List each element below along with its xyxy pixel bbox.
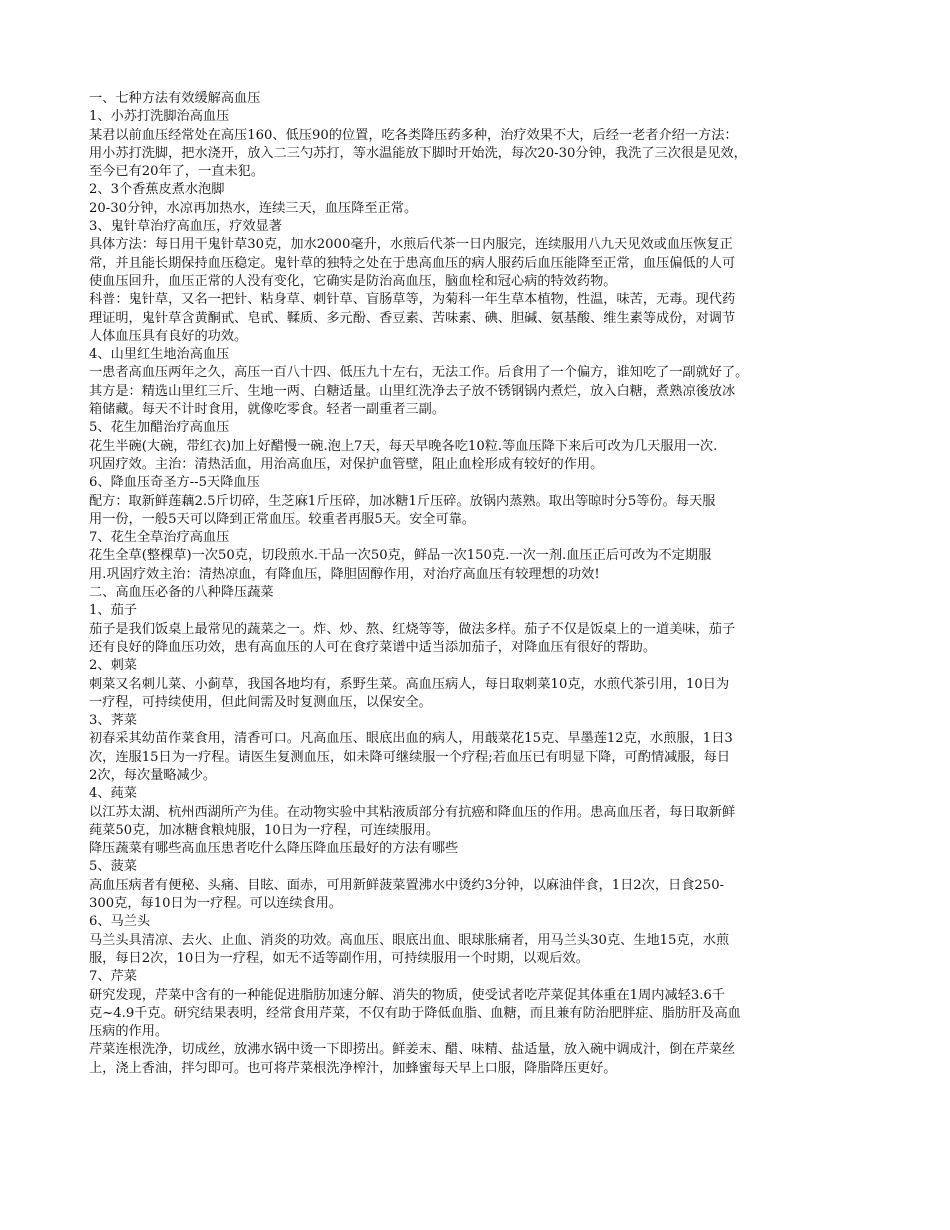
text-line: 克~4.9千克。研究结果表明，经常食用芹菜，不仅有助于降低血脂、血糖，而且兼有防治肥胖症、脂肪肝及高血 xyxy=(89,1005,741,1021)
text-line: 其方是：精选山里红三斤、生地一两、白糖适量。山里红洗净去子放不锈钢锅内煮烂，放入白糖，煮熟凉後放冰 xyxy=(89,383,736,399)
text-line: 2、刺菜 xyxy=(89,658,137,674)
text-line: 6、降血压奇圣方--5天降血压 xyxy=(89,475,260,491)
text-line: 某君以前血压经常处在高压160、低压90的位置，吃各类降压药多种，治疗效果不大，后经一老者介绍一方法： xyxy=(89,127,738,143)
text-line: 马兰头具清凉、去火、止血、消炎的功效。高血压、眼底出血、眼球胀痛者，用马兰头30克、生地15克，水煎 xyxy=(89,932,730,948)
text-line: 次，连服15日为一疗程。请医生复测血压，如未降可继续服一个疗程;若血压已有明显下降，可酌情减服，每日 xyxy=(89,749,731,765)
text-line: 2、3个香蕉皮煮水泡脚 xyxy=(89,182,225,198)
text-line: 5、花生加醋治疗高血压 xyxy=(89,420,230,436)
text-line: 7、芹菜 xyxy=(89,969,137,985)
text-line: 3、鬼针草治疗高血压，疗效显著 xyxy=(89,219,283,235)
text-line: 芹菜连根洗净，切成丝，放沸水锅中烫一下即捞出。鲜姜末、醋、味精、盐适量，放入碗中调成汁，倒在芹菜丝 xyxy=(89,1042,736,1058)
text-line: 降压蔬菜有哪些高血压患者吃什么降压降血压最好的方法有哪些 xyxy=(89,841,459,857)
text-line: 至今已有20年了，一直未犯。 xyxy=(89,164,265,180)
text-line: 莼菜50克，加冰糖食粮炖服，10日为一疗程，可连续服用。 xyxy=(89,822,440,838)
text-line: 二、高血压必备的八种降压蔬菜 xyxy=(89,585,274,601)
text-line: 用一份，一般5天可以降到正常血压。较重者再服5天。安全可靠。 xyxy=(89,511,476,527)
text-line: 以江苏太湖、杭州西湖所产为佳。在动物实验中其粘液质部分有抗癌和降血压的作用。患高血压者，每日取新鲜 xyxy=(89,804,736,820)
text-line: 1、小苏打洗脚治高血压 xyxy=(89,109,230,125)
text-line: 巩固疗效。主治：清热活血，用治高血压，对保护血管壁，阻止血栓形成有较好的作用。 xyxy=(89,456,604,472)
text-line: 20-30分钟，水凉再加热水，连续三天，血压降至正常。 xyxy=(89,200,418,216)
text-line: 还有良好的降血压功效，患有高血压的人可在食疗菜谱中适当添加茄子，对降血压有很好的帮助。 xyxy=(89,639,657,655)
text-line: 科普：鬼针草，又名一把针、粘身草、刺针草、盲肠草等，为菊科一年生草本植物，性温，味苦，无毒。现代药 xyxy=(89,292,736,308)
document-body xyxy=(89,90,870,1078)
text-line: 上，浇上香油，拌匀即可。也可将芹菜根洗净榨汁，加蜂蜜每天早上口服，降脂降压更好。 xyxy=(89,1060,617,1076)
text-line: 箱储藏。每天不计时食用，就像吃零食。轻者一副重者三副。 xyxy=(89,402,446,418)
text-line: 2次，每次量略减少。 xyxy=(89,767,217,783)
text-line: 5、菠菜 xyxy=(89,859,137,875)
text-line: 用.巩固疗效主治：清热凉血，有降血压，降胆固醇作用，对治疗高血压有较理想的功效! xyxy=(89,566,600,582)
text-line: 压病的作用。 xyxy=(89,1024,169,1040)
text-line: 高血压病者有便秘、头痛、目眩、面赤，可用新鲜菠菜置沸水中烫约3分钟，以麻油伴食，1日2次，日食250- xyxy=(89,877,725,893)
text-line: 人体血压具有良好的功效。 xyxy=(89,328,248,344)
text-line: 4、山里红生地治高血压 xyxy=(89,347,230,363)
text-line: 初春采其幼苗作菜食用，清香可口。凡高血压、眼底出血的病人，用蕺菜花15克、旱墨莲12克，水煎服，1日3 xyxy=(89,731,733,747)
text-line: 研究发现，芹菜中含有的一种能促进脂肪加速分解、消失的物质，使受试者吃芹菜促其体重在1周内减轻3.6千 xyxy=(89,987,725,1003)
text-line: 一疗程，可持续使用，但此间需及时复测血压，以保安全。 xyxy=(89,694,432,710)
text-line: 3、荠菜 xyxy=(89,713,137,729)
text-line: 300克，每10日为一疗程。可以连续食用。 xyxy=(89,896,342,912)
text-line: 服，每日2次，10日为一疗程，如无不适等副作用，可持续服用一个时期，以观后效。 xyxy=(89,950,589,966)
text-line: 使血压回升，血压正常的人没有变化，它确实是防治高血压，脑血栓和冠心病的特效药物。 xyxy=(89,273,617,289)
text-line: 一患者高血压两年之久，高压一百八十四、低压九十左右，无法工作。后食用了一个偏方，谁知吃了一副就好了。 xyxy=(89,365,749,381)
text-line: 1、茄子 xyxy=(89,603,137,619)
text-line: 7、花生全草治疗高血压 xyxy=(89,530,230,546)
text-line: 茄子是我们饭桌上最常见的蔬菜之一。炸、炒、熬、红烧等等，做法多样。茄子不仅是饭桌上的一道美味，茄子 xyxy=(89,621,736,637)
text-line: 花生全草(整棵草)一次50克，切段煎水.干品一次50克，鲜品一次150克.一次一剂.血压正后可改为不定期服 xyxy=(89,548,712,564)
text-line: 6、马兰头 xyxy=(89,914,151,930)
text-line: 花生半碗(大碗，带红衣)加上好醋慢一碗.泡上7天，每天早晚各吃10粒.等血压降下来后可改为几天服用一次. xyxy=(89,438,718,454)
text-line: 常，并且能长期保持血压稳定。鬼针草的独特之处在于患高血压的病人服药后血压能降至正常，血压偏低的人可 xyxy=(89,255,736,271)
text-line: 具体方法：每日用干鬼针草30克，加水2000毫升，水煎后代茶一日内服完，连续服用八九天见效或血压恢复正 xyxy=(89,237,733,253)
text-line: 刺菜又名刺儿菜、小蓟草，我国各地均有，系野生菜。高血压病人，每日取刺菜10克，水煎代茶引用，10日为 xyxy=(89,676,730,692)
text-line: 一、七种方法有效缓解高血压 xyxy=(89,91,261,106)
text-line: 用小苏打洗脚，把水浇开，放入二三勺苏打，等水温能放下脚时开始洗，每次20-30分钟，我洗了三次很是见效， xyxy=(89,145,747,161)
text-line: 配方：取新鲜莲藕2.5斤切碎，生芝麻1斤压碎，加冰糖1斤压碎。放锅内蒸熟。取出等晾时分5等份。每天服 xyxy=(89,493,716,509)
text-line: 理证明，鬼针草含黄酮甙、皂甙、鞣质、多元酚、香豆素、苦味素、碘、胆碱、氨基酸、维生素等成份，对调节 xyxy=(89,310,736,326)
text-line: 4、莼菜 xyxy=(89,786,137,802)
